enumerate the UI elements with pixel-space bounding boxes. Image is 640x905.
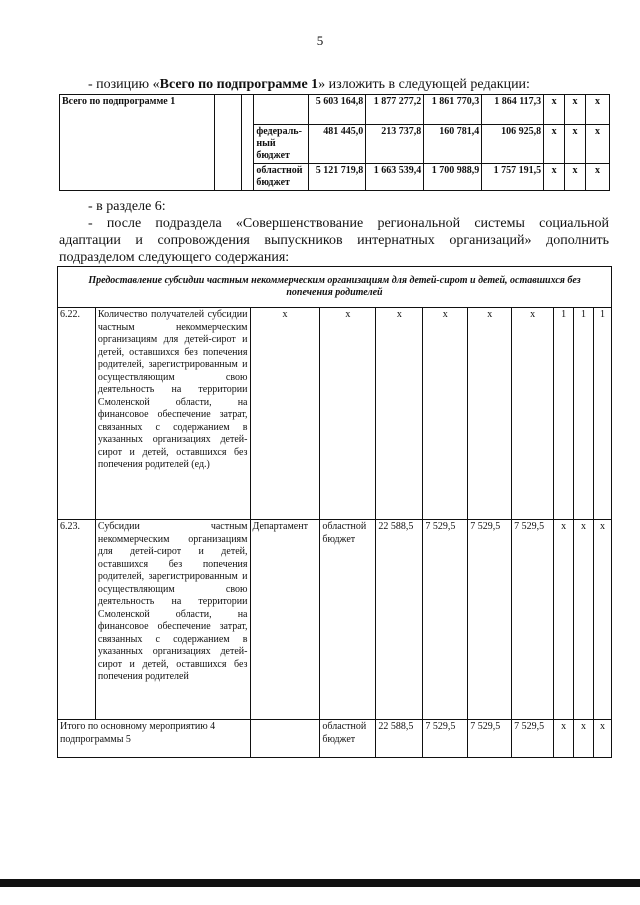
total-cell: x (554, 720, 574, 758)
summary-value: 1 861 770,3 (424, 95, 482, 125)
intro-paragraph (88, 76, 588, 93)
summary-empty-cell (214, 95, 242, 191)
row-cell: 22 588,5 (376, 520, 423, 720)
total-label: Итого по основному мероприятию 4 подпрограммы 5 (58, 720, 251, 758)
intro-bold-position: Всего по подпрограмме 1 (159, 77, 319, 92)
summary-mark: x (544, 95, 565, 125)
section-header-row (58, 267, 612, 308)
row-cell: 1 (554, 308, 574, 520)
summary-value: 160 781,4 (424, 125, 482, 164)
total-row (58, 720, 612, 758)
row-cell: x (423, 308, 468, 520)
summary-value: 5 121 719,8 (309, 164, 366, 191)
footer-bar (0, 879, 640, 887)
row-cell: Департамент (250, 520, 320, 720)
summary-value: 1 663 539,4 (366, 164, 424, 191)
row-cell: x (250, 308, 320, 520)
instruction-paragraph (59, 215, 609, 266)
row-cell: 1 (593, 308, 611, 520)
row-cell: x (376, 308, 423, 520)
total-cell: x (574, 720, 594, 758)
total-cell: 7 529,5 (468, 720, 512, 758)
row-description: Субсидии частным некоммерческим организациям для детей-сирот и детей, оставшихся без попечения родителей, зарегистрированным и осуществляющим свою деятельность на территории Смоленской области, на финансовое обеспечение затрат, связанных с содержанием в указанных организациях детей-сирот и детей, оставшихся без попечения родителей (95, 520, 250, 720)
summary-source: федераль-ный бюджет (254, 125, 309, 164)
instruction-text: - после подраздела «Совершенствование региональной системы социальной адаптации и сопровождения выпускников интернатных организаций» дополнить подразделом следующего содержания: (59, 216, 609, 265)
summary-mark: x (586, 125, 610, 164)
intro-suffix: » изложить в следующей редакции: (318, 77, 530, 92)
summary-source: областной бюджет (254, 164, 309, 191)
table-row (58, 308, 612, 520)
row-number: 6.22. (58, 308, 96, 520)
row-cell: 7 529,5 (468, 520, 512, 720)
row-cell: x (468, 308, 512, 520)
summary-empty-cell (242, 95, 254, 191)
summary-title: Всего по подпрограмме 1 (60, 95, 215, 191)
row-cell: x (320, 308, 376, 520)
summary-mark: x (586, 164, 610, 191)
summary-value: 481 445,0 (309, 125, 366, 164)
row-description: Количество получателей субсидии частным некоммерческим организациям для детей-сирот и детей, оставшихся без попечения родителей, зарегистрированным и осуществляющим свою деятельность на территории Смоленской области, на финансовое обеспечение затрат, связанных с содержанием в указанных организациях детей-сирот и детей, оставшихся без попечения родителей (ед.) (95, 308, 250, 520)
total-cell: x (593, 720, 611, 758)
summary-mark: x (565, 125, 586, 164)
summary-mark: x (544, 125, 565, 164)
total-cell: 7 529,5 (423, 720, 468, 758)
summary-value: 1 864 117,3 (482, 95, 544, 125)
intro-prefix: - позицию « (88, 77, 160, 92)
row-cell: x (593, 520, 611, 720)
main-table (57, 266, 612, 758)
row-cell: x (574, 520, 594, 720)
total-cell: областной бюджет (320, 720, 376, 758)
row-cell: 7 529,5 (423, 520, 468, 720)
section-line: - в разделе 6: (88, 199, 166, 214)
row-cell: 7 529,5 (512, 520, 554, 720)
table-row (58, 520, 612, 720)
summary-value: 5 603 164,8 (309, 95, 366, 125)
row-cell: областной бюджет (320, 520, 376, 720)
summary-table (59, 94, 610, 191)
summary-value: 1 700 988,9 (424, 164, 482, 191)
section-title: Предоставление субсидии частным некоммерческим организациям для детей-сирот и детей, оставшихся без попечения родителей (58, 267, 612, 308)
summary-value: 1 877 277,2 (366, 95, 424, 125)
summary-row (60, 95, 610, 125)
total-cell (250, 720, 320, 758)
summary-mark: x (565, 95, 586, 125)
row-cell: x (554, 520, 574, 720)
row-number: 6.23. (58, 520, 96, 720)
total-cell: 22 588,5 (376, 720, 423, 758)
row-cell: x (512, 308, 554, 520)
summary-mark: x (544, 164, 565, 191)
total-cell: 7 529,5 (512, 720, 554, 758)
page-number: 5 (316, 33, 324, 48)
summary-value: 213 737,8 (366, 125, 424, 164)
summary-mark: x (565, 164, 586, 191)
row-cell: 1 (574, 308, 594, 520)
summary-value: 1 757 191,5 (482, 164, 544, 191)
summary-value: 106 925,8 (482, 125, 544, 164)
summary-mark: x (586, 95, 610, 125)
summary-source (254, 95, 309, 125)
